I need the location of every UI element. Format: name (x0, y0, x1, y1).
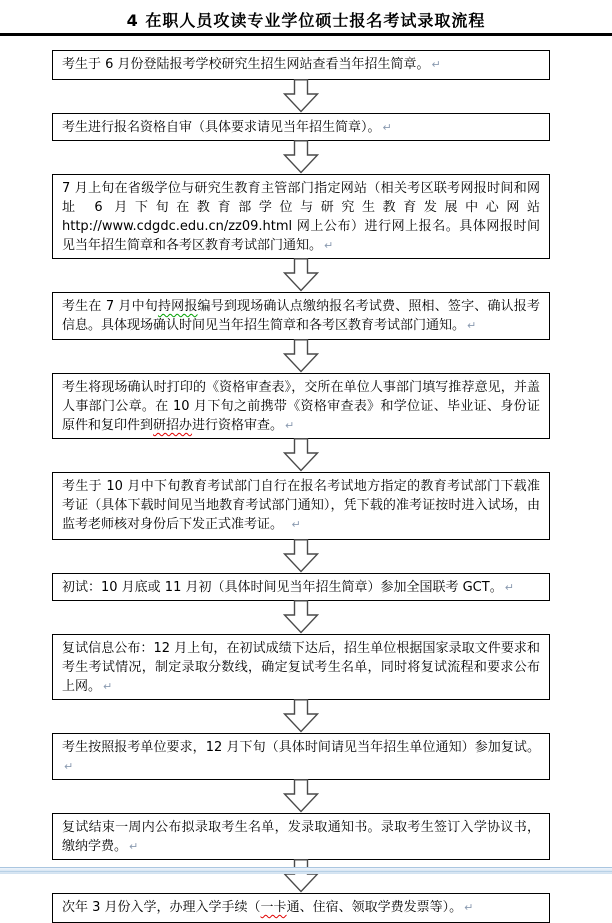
flow-step-qualification-review (52, 373, 550, 472)
flow-step-box (52, 373, 550, 439)
flow-connector (52, 540, 550, 573)
step-text-segment: 持网报 (157, 299, 198, 314)
flow-step-attend-retest (52, 733, 550, 813)
flow-step-retest-info-announcement (52, 634, 550, 733)
paragraph-mark: ↵ (291, 518, 301, 531)
flow-step-box (52, 813, 550, 860)
flow-connector (52, 780, 550, 813)
flow-step-box (52, 174, 550, 259)
flow-step-box (52, 733, 550, 780)
flow-connector (52, 860, 550, 893)
down-arrow-icon (283, 699, 319, 733)
flow-step-view-admission-guide (52, 50, 550, 113)
paragraph-mark: ↵ (431, 58, 441, 71)
paragraph-mark: ↵ (467, 319, 477, 332)
down-arrow-icon (283, 79, 319, 113)
flow-step-enrollment (52, 893, 550, 923)
flow-step-admission-notice (52, 813, 550, 893)
step-text-segment: 初试：10 月底或 11 月初（具体时间见当年招生简章）参加全国联考 GCT。 (62, 580, 503, 595)
step-text-segment: 7 月上旬在省级学位与研究生教育主管部门指定网站（相关考区联考网报时间和网址 6 月下旬在教育部学位与研究生教育发展中心网站 http://www.cdgdc.edu.cn/zz09.html 网上公布）进行网上报名。具体网报时间见当年招生简章和各考区教育考试部门通知。 (62, 181, 540, 253)
flow-connector (52, 439, 550, 472)
flow-step-first-exam-gct (52, 573, 550, 634)
paragraph-mark: ↵ (504, 581, 514, 594)
step-text-segment: 研招办 (153, 418, 193, 433)
step-text-segment: 考生进行报名资格自审（具体要求请见当年招生简章）。 (62, 120, 381, 135)
flow-connector (52, 340, 550, 373)
flow-step-self-check-eligibility (52, 113, 550, 174)
flow-connector (52, 601, 550, 634)
step-text-segment: 复试结束一周内公布拟录取考生名单，发录取通知书。录取考生签订入学协议书，缴纳学费。 (62, 820, 540, 854)
flow-connector (52, 80, 550, 113)
flow-step-download-admission-ticket (52, 472, 550, 573)
bottom-pane-edge (0, 867, 612, 874)
step-text-segment: 考生将现场确认时打印的《资格审查表》，交所在单位人事部门填写推荐意见，并盖人事部门公章。在 10 月下旬之前携带《资格审查表》和学位证、毕业证、身份证原件和复印件到 (62, 380, 540, 433)
down-arrow-icon (283, 779, 319, 813)
step-text-segment: 复试信息公布：12 月上旬，在初试成绩下达后，招生单位根据国家录取文件要求和考生考试情况，制定录取分数线，确定复试考生名单，同时将复试流程和要求公布上网。 (62, 641, 540, 694)
step-text-segment: 一卡 (260, 900, 287, 915)
flow-connector (52, 700, 550, 733)
paragraph-mark: ↵ (103, 680, 113, 693)
flow-step-box (52, 472, 550, 540)
flow-step-box (52, 573, 550, 601)
paragraph-mark: ↵ (464, 901, 474, 914)
flow-step-online-registration (52, 174, 550, 292)
step-text-segment: 通、住宿、领取学费发票等）。 (286, 900, 463, 915)
flow-steps (52, 50, 550, 923)
flow-connector (52, 141, 550, 174)
page-title: 4 在职人员攻读专业学位硕士报名考试录取流程 (126, 11, 486, 30)
down-arrow-icon (283, 258, 319, 292)
flow-step-box (52, 893, 550, 923)
down-arrow-icon (283, 339, 319, 373)
flow-step-onsite-confirmation (52, 292, 550, 373)
step-text-segment: 考生按照报考单位要求，12 月下旬（具体时间请见当年招生单位通知）参加复试。 (62, 740, 540, 755)
flow-step-box (52, 50, 550, 80)
title-divider (0, 33, 612, 36)
down-arrow-icon (283, 438, 319, 472)
step-text-segment: 编号到现场确认点缴纳报名考试费、照相、签字、确认报考信息。具体现场确认时间见当年招生简章和各考区教育考试部门通知。 (62, 299, 540, 333)
paragraph-mark: ↵ (64, 760, 74, 773)
flow-step-box (52, 113, 550, 141)
paragraph-mark: ↵ (382, 121, 392, 134)
paragraph-mark: ↵ (324, 239, 334, 252)
flow-step-box (52, 634, 550, 700)
paragraph-mark: ↵ (285, 419, 295, 432)
step-text-segment: 考生于 6 月份登陆报考学校研究生招生网站查看当年招生简章。 (62, 57, 430, 72)
step-text-segment: 考生在 7 月中旬 (62, 299, 158, 314)
step-text-segment: 进行资格审查。 (192, 418, 284, 433)
down-arrow-icon (283, 859, 319, 893)
flow-step-box (52, 292, 550, 340)
down-arrow-icon (283, 600, 319, 634)
step-text-segment: 考生于 10 月中下旬教育考试部门自行在报名考试地方指定的教育考试部门下载准考证（具体下载时间见当地教育考试部门通知），凭下载的准考证按时进入试场，由监考老师核对身份后下发正式准考证。 (62, 479, 540, 532)
step-text-segment: 次年 3 月份入学，办理入学手续（ (62, 900, 261, 915)
down-arrow-icon (283, 539, 319, 573)
down-arrow-icon (283, 140, 319, 174)
flow-connector (52, 259, 550, 292)
paragraph-mark: ↵ (129, 840, 139, 853)
